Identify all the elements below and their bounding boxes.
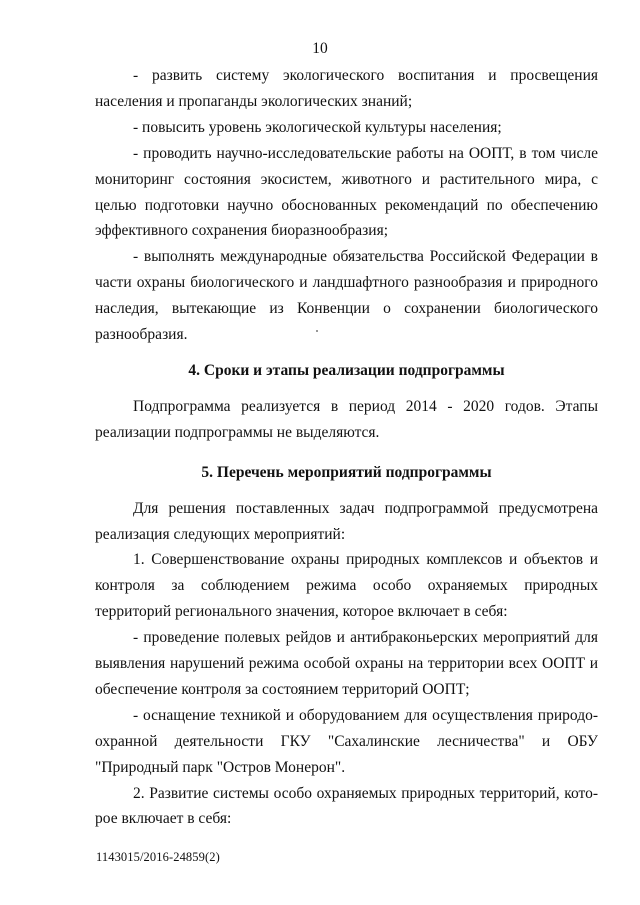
paragraph: - повысить уровень экологической культуры населения;	[133, 118, 502, 136]
paragraph: - оснащение техникой и оборудованием для осуществления природоохранной деятельности ГКУ "Сахалинские лесничества" и ОБУ "Природный парк "Остров Монерон".	[95, 706, 598, 776]
paragraph: - проведение полевых рейдов и антибраконьерских мероприятий для выявления нарушений режима особой охраны на территории всех ООПТ и обеспечение контроля за состоянием территорий ООПТ;	[95, 629, 598, 698]
page-number: 10	[312, 40, 328, 57]
paragraph: Подпрограмма реализуется в период 2014 - 2020 годов. Этапы реализации подпрограммы не выделяются.	[95, 397, 598, 441]
paragraph: 1. Совершенствование охраны природных комплексов и объектов и контроля за соблюдением режима особо охраняемых природных территорий регионального значения, которое включает в себя:	[95, 551, 598, 621]
scan-speck	[316, 330, 318, 332]
section-heading: 5. Перечень мероприятий подпрограммы	[201, 463, 492, 481]
paragraph: 2. Развитие системы особо охраняемых природных территорий, которое включает в себя:	[95, 784, 598, 828]
document-body	[95, 63, 598, 832]
paragraph: - развить систему экологического воспитания и просвещения населения и пропаганды экологических знаний;	[95, 67, 598, 110]
paragraph: Для решения поставленных задач подпрограммой предусмотрена реализация следующих мероприятий:	[95, 499, 598, 543]
section-heading: 4. Сроки и этапы реализации подпрограммы	[188, 361, 505, 379]
paragraph: - выполнять международные обязательства Российской Федерации в части охраны биологического и ландшафтного разнообразия и природного наследия, вытекающие из Конвенции о сохранении биологического разнообразия.	[95, 248, 598, 344]
document-code: 1143015/2016-24859(2)	[96, 850, 220, 864]
paragraph: - проводить научно-исследовательские работы на ООПТ, в том числе мониторинг состояния экосистем, животного и растительного мира, с целью подготовки научно обоснованных рекомендаций по обеспечению эффективного сохранения биоразнообразия;	[95, 144, 598, 240]
